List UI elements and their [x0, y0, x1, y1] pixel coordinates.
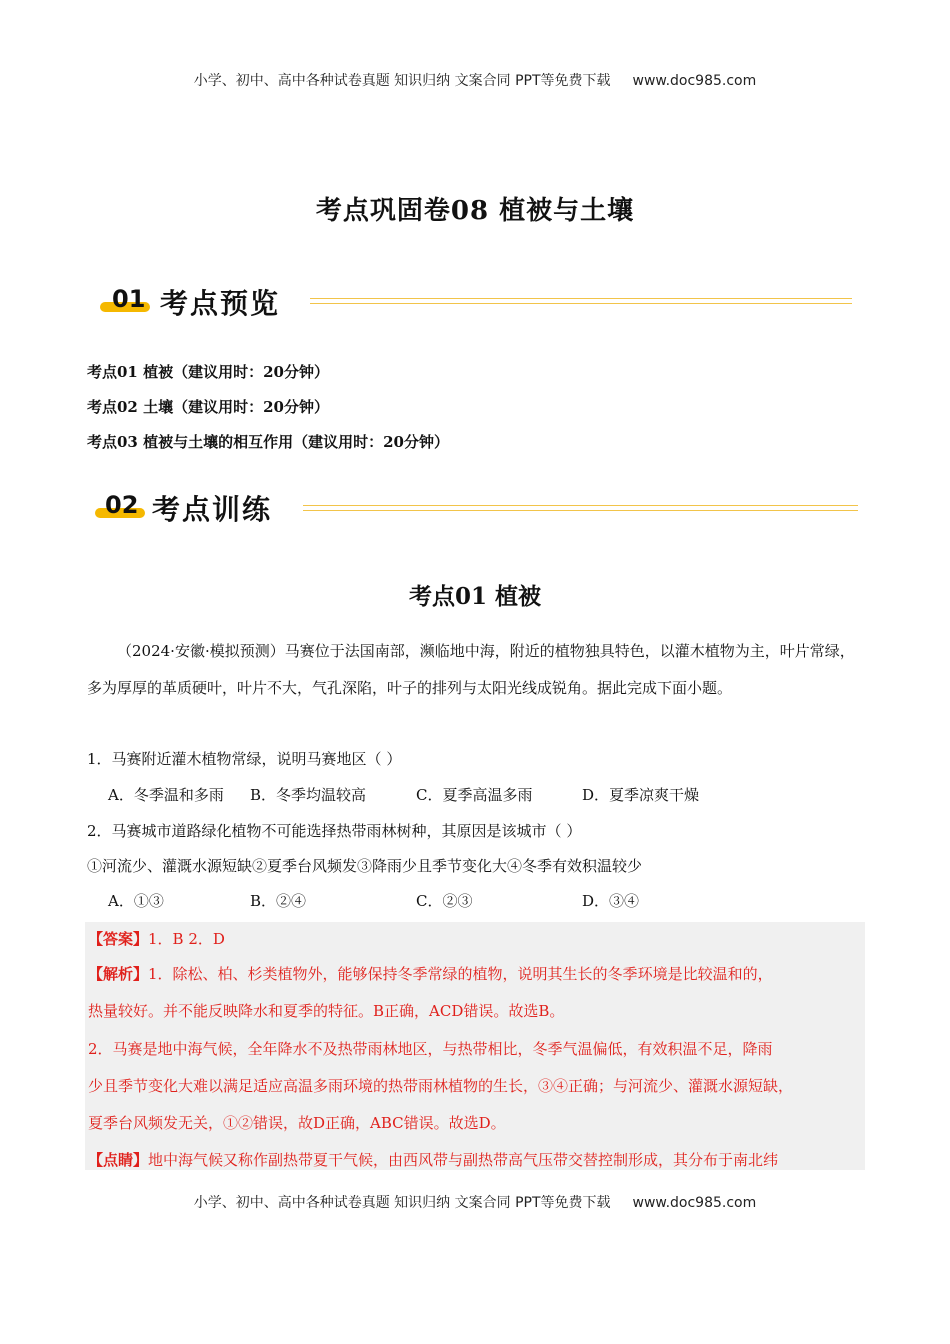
question-1-stem: 1．马赛附近灌木植物常绿，说明马赛地区（ ）	[87, 750, 402, 768]
analysis-row: 夏季台风频发无关，①②错误，故D正确，ABC错误。故选D。	[88, 1114, 506, 1132]
option-d: D．夏季凉爽干燥	[582, 786, 700, 804]
option-d: D．③④	[582, 892, 640, 910]
option-b: B．②④	[250, 892, 307, 910]
point-tag: 【点睛】	[88, 1151, 149, 1169]
banner-rule	[303, 505, 858, 506]
option-c: C．②③	[416, 892, 473, 910]
analysis-text: 1．除松、柏、杉类植物外，能够保持冬季常绿的植物，说明其生长的冬季环境是比较温和的，	[148, 965, 773, 983]
section-subtitle: 考点01 植被	[408, 583, 541, 610]
banner-number: 01	[112, 285, 146, 313]
analysis-tag: 【解析】	[88, 965, 149, 983]
banner-rule	[310, 303, 852, 304]
option-a: A．冬季温和多雨	[108, 786, 224, 804]
point-text: 地中海气候又称作副热带夏干气候，由西风带与副热带高气压带交替控制形成，其分布于南北纬	[148, 1151, 779, 1169]
banner-label: 考点训练	[152, 493, 273, 526]
analysis-row: 少且季节变化大难以满足适应高温多雨环境的热带雨林植物的生长，③④正确；与河流少、灌溉水源短缺，	[88, 1077, 794, 1095]
banner-label: 考点预览	[160, 287, 281, 320]
banner-rule	[303, 510, 858, 511]
question-intro: （2024·安徽·模拟预测）马赛位于法国南部，濒临地中海，附近的植物独具特色，以灌木植物为主，叶片常绿，多为厚厚的革质硬叶，叶片不大，气孔深陷，叶子的排列与太阳光线成锐角。据此完成下面小题。	[87, 642, 855, 697]
answer-tag: 【答案】	[88, 930, 149, 948]
footer-text: 小学、初中、高中各种试卷真题 知识归纳 文案合同 PPT等免费下载	[193, 1195, 611, 1211]
overview-item: 考点01 植被（建议用时：20分钟）	[87, 363, 329, 381]
header-site-link[interactable]: www.doc985.com	[632, 73, 757, 89]
document-title: 考点巩固卷08 植被与土壤	[315, 196, 635, 226]
overview-item: 考点02 土壤（建议用时：20分钟）	[87, 398, 329, 416]
analysis-row: 热量较好。并不能反映降水和夏季的特征。B正确，ACD错误。故选B。	[88, 1002, 565, 1020]
answer-box	[85, 922, 865, 1170]
point-row	[88, 1149, 778, 1170]
footer-site-link[interactable]: www.doc985.com	[632, 1195, 757, 1211]
option-b: B．冬季均温较高	[250, 786, 367, 804]
answer-text: 1．B 2．D	[148, 930, 225, 948]
question-2-items: ①河流少、灌溉水源短缺②夏季台风频发③降雨少且季节变化大④冬季有效积温较少	[87, 857, 643, 875]
section-banner-overview	[0, 282, 950, 332]
option-c: C．夏季高温多雨	[416, 786, 533, 804]
analysis-row	[88, 963, 773, 984]
section-banner-training	[0, 488, 950, 538]
page-header	[0, 70, 950, 90]
page-footer	[0, 1192, 950, 1212]
analysis-row: 2．马赛是地中海气候，全年降水不及热带雨林地区，与热带相比，冬季气温偏低，有效积温不足，降雨	[88, 1040, 773, 1058]
overview-list	[87, 360, 449, 465]
answer-row	[88, 928, 225, 949]
question-2-stem: 2．马赛城市道路绿化植物不可能选择热带雨林树种，其原因是该城市（ ）	[87, 822, 582, 840]
overview-item: 考点03 植被与土壤的相互作用（建议用时：20分钟）	[87, 433, 449, 451]
option-a: A．①③	[108, 892, 164, 910]
banner-rule	[310, 298, 852, 299]
banner-number: 02	[105, 491, 139, 519]
header-text: 小学、初中、高中各种试卷真题 知识归纳 文案合同 PPT等免费下载	[193, 73, 611, 89]
